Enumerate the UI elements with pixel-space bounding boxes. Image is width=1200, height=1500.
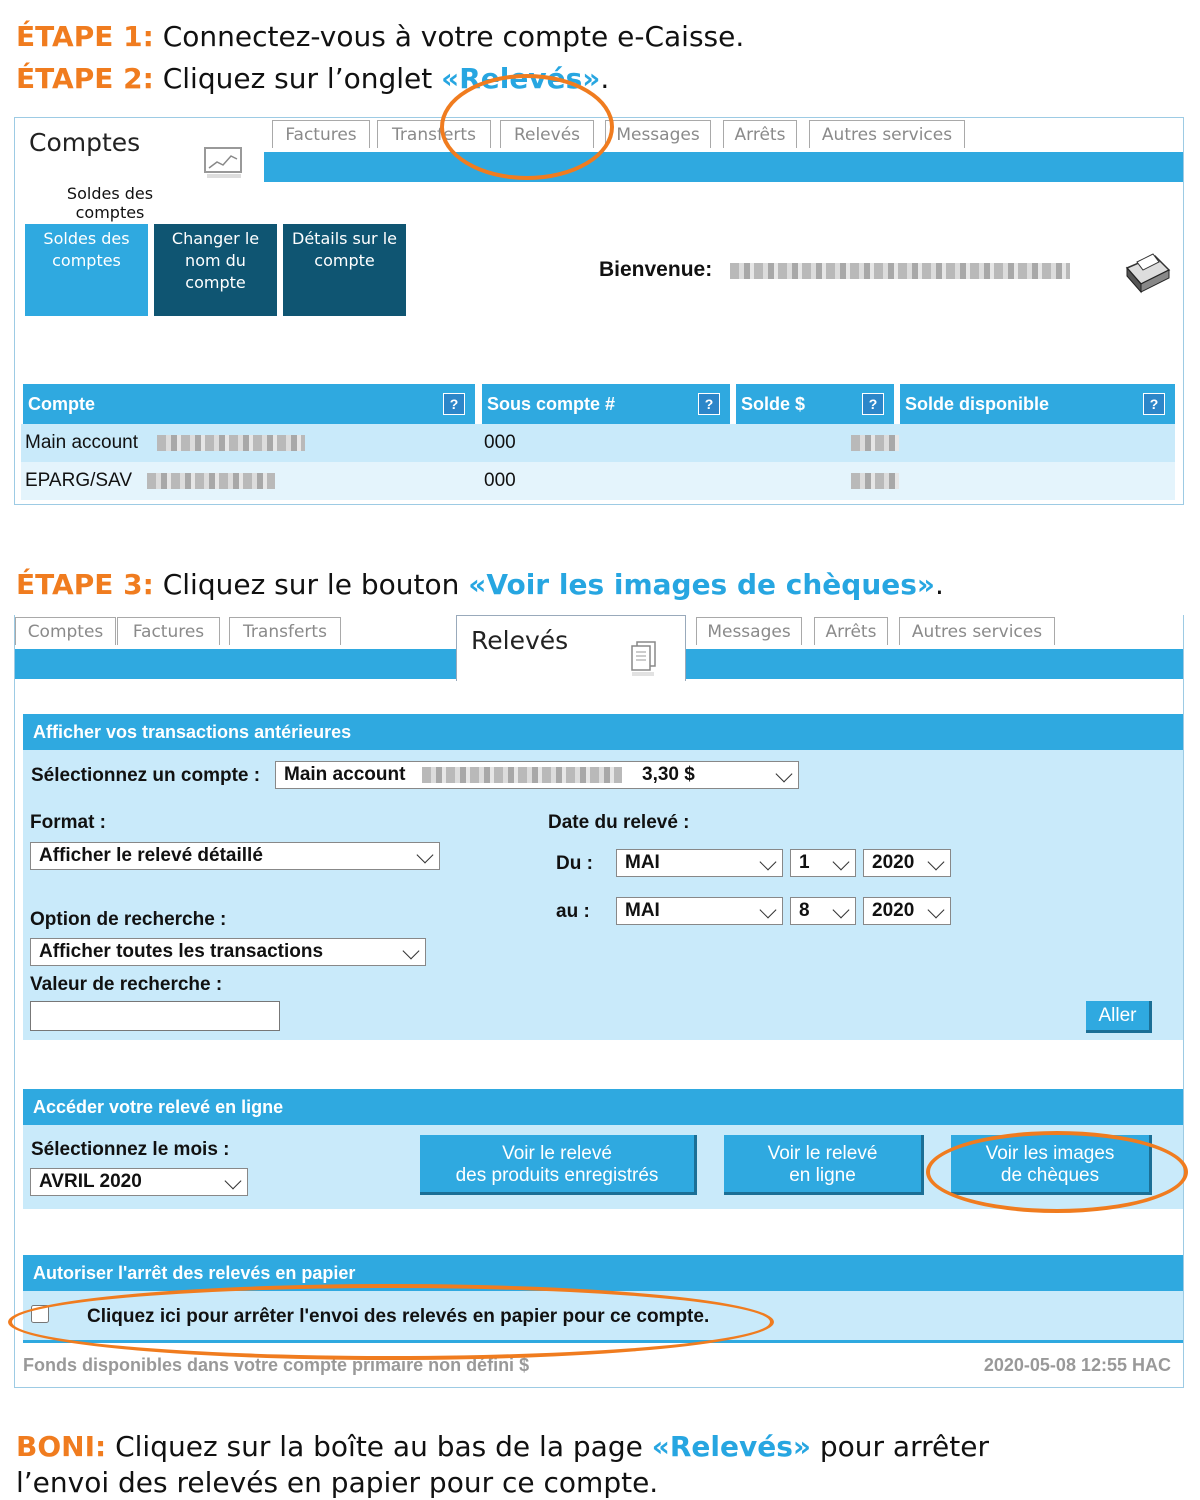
month-label: Sélectionnez le mois : — [31, 1139, 230, 1160]
tab-factures[interactable]: Factures — [272, 120, 370, 148]
subtitle-soldes: Soldes des comptes — [66, 184, 154, 222]
step-2: ÉTAPE 2: Cliquez sur l’onglet «Relevés». — [16, 62, 610, 95]
chart-icon — [203, 146, 245, 180]
search-option-select[interactable]: Afficher toutes les transactions — [30, 938, 426, 966]
to-day-select[interactable]: 8 — [790, 897, 856, 925]
search-value-label: Valeur de recherche : — [30, 974, 223, 995]
col-solde: Solde $ ? — [736, 384, 894, 424]
chevron-down-icon — [776, 766, 793, 783]
col-solde-disponible: Solde disponible ? — [900, 384, 1175, 424]
go-button[interactable]: Aller — [1086, 1001, 1152, 1033]
tab-arrets[interactable]: Arrêts — [814, 617, 888, 645]
chevron-down-icon — [833, 902, 850, 919]
chevron-down-icon — [760, 902, 777, 919]
chevron-down-icon — [928, 902, 945, 919]
tab-messages[interactable]: Messages — [696, 617, 802, 645]
screenshot-comptes — [14, 117, 1184, 505]
format-label: Format : — [30, 812, 106, 833]
document-icon — [627, 640, 663, 680]
help-icon[interactable]: ? — [862, 393, 884, 415]
view-cheque-images-button[interactable]: Voir les images de chèques — [951, 1135, 1152, 1195]
tab-comptes-active[interactable]: Comptes — [15, 118, 264, 184]
to-label: au : — [556, 901, 590, 922]
tab-arrets[interactable]: Arrêts — [723, 120, 797, 148]
highlight-oval-releves-tab — [440, 74, 614, 180]
col-compte: Compte ? — [23, 384, 475, 424]
view-registered-products-statement-button[interactable]: Voir le relevé des produits enregistrés — [420, 1135, 697, 1195]
help-icon[interactable]: ? — [698, 393, 720, 415]
boni-line-2: l’envoi des relevés en papier pour ce compte. — [16, 1466, 659, 1499]
chevron-down-icon — [760, 854, 777, 871]
help-icon[interactable]: ? — [1143, 393, 1165, 415]
search-value-input[interactable] — [30, 1001, 280, 1031]
nav-details-compte[interactable]: Détails sur le compte — [283, 224, 406, 316]
to-month-select[interactable]: MAI — [616, 897, 783, 925]
date-label: Date du relevé : — [548, 812, 690, 833]
help-icon[interactable]: ? — [443, 393, 465, 415]
from-year-select[interactable]: 2020 — [863, 849, 951, 877]
section-transactions — [23, 750, 1183, 1040]
section-paper-stop-title: Autoriser l'arrêt des relevés en papier — [23, 1255, 1183, 1291]
table-row[interactable]: Main account 000 — [21, 424, 1175, 462]
stop-paper-label[interactable]: Cliquez ici pour arrêter l'envoi des relevés en papier pour ce compte. — [87, 1306, 710, 1327]
tab-autres-services[interactable]: Autres services — [809, 120, 965, 148]
chevron-down-icon — [403, 943, 420, 960]
chevron-down-icon — [225, 1173, 242, 1190]
tab-messages[interactable]: Messages — [605, 120, 711, 148]
month-select[interactable]: AVRIL 2020 — [30, 1168, 248, 1196]
tab-releves-active[interactable]: Relevés — [456, 615, 686, 681]
nav-soldes-des-comptes[interactable]: Soldes des comptes — [25, 224, 148, 316]
printer-icon[interactable] — [1119, 248, 1171, 294]
select-account-label: Sélectionnez un compte : — [31, 765, 261, 786]
table-row[interactable]: EPARG/SAV 000 — [21, 462, 1175, 500]
boni-line-1: BONI: Cliquez sur la boîte au bas de la page «Relevés» pour arrêter — [16, 1430, 989, 1463]
tab-autres-services[interactable]: Autres services — [899, 617, 1055, 645]
col-sous-compte: Sous compte # ? — [482, 384, 730, 424]
step-3: ÉTAPE 3: Cliquez sur le bouton «Voir les images de chèques». — [16, 568, 944, 601]
tab-factures[interactable]: Factures — [117, 617, 220, 645]
step-1: ÉTAPE 1: Connectez-vous à votre compte e-Caisse. — [16, 20, 745, 53]
highlight-oval-paper-checkbox — [8, 1284, 774, 1360]
screenshot-releves — [14, 615, 1184, 1388]
tab-releves[interactable]: Relevés — [500, 120, 594, 148]
tab-transferts[interactable]: Transferts — [377, 120, 491, 148]
from-label: Du : — [556, 853, 593, 874]
chevron-down-icon — [928, 854, 945, 871]
account-select[interactable]: Main account 3,30 $ — [275, 761, 799, 789]
format-select[interactable]: Afficher le relevé détaillé — [30, 842, 440, 870]
view-online-statement-button[interactable]: Voir le relevé en ligne — [724, 1135, 924, 1195]
to-year-select[interactable]: 2020 — [863, 897, 951, 925]
search-option-label: Option de recherche : — [30, 909, 227, 930]
tab-comptes[interactable]: Comptes — [15, 617, 116, 645]
welcome-label: Bienvenue: — [599, 258, 713, 281]
redacted-name — [730, 263, 1070, 279]
from-month-select[interactable]: MAI — [616, 849, 783, 877]
from-day-select[interactable]: 1 — [790, 849, 856, 877]
section-transactions-title: Afficher vos transactions antérieures — [23, 714, 1183, 750]
section-online-statement-title: Accéder votre relevé en ligne — [23, 1089, 1183, 1125]
tab-bar — [264, 152, 1183, 182]
footer-funds-note: Fonds disponibles dans votre compte primaire non défini $ — [23, 1355, 530, 1375]
footer-timestamp: 2020-05-08 12:55 HAC — [983, 1355, 1171, 1375]
nav-changer-le-nom[interactable]: Changer le nom du compte — [154, 224, 277, 316]
chevron-down-icon — [417, 847, 434, 864]
chevron-down-icon — [833, 854, 850, 871]
tab-transferts[interactable]: Transferts — [229, 617, 341, 645]
highlight-oval-cheque-images — [926, 1131, 1188, 1213]
